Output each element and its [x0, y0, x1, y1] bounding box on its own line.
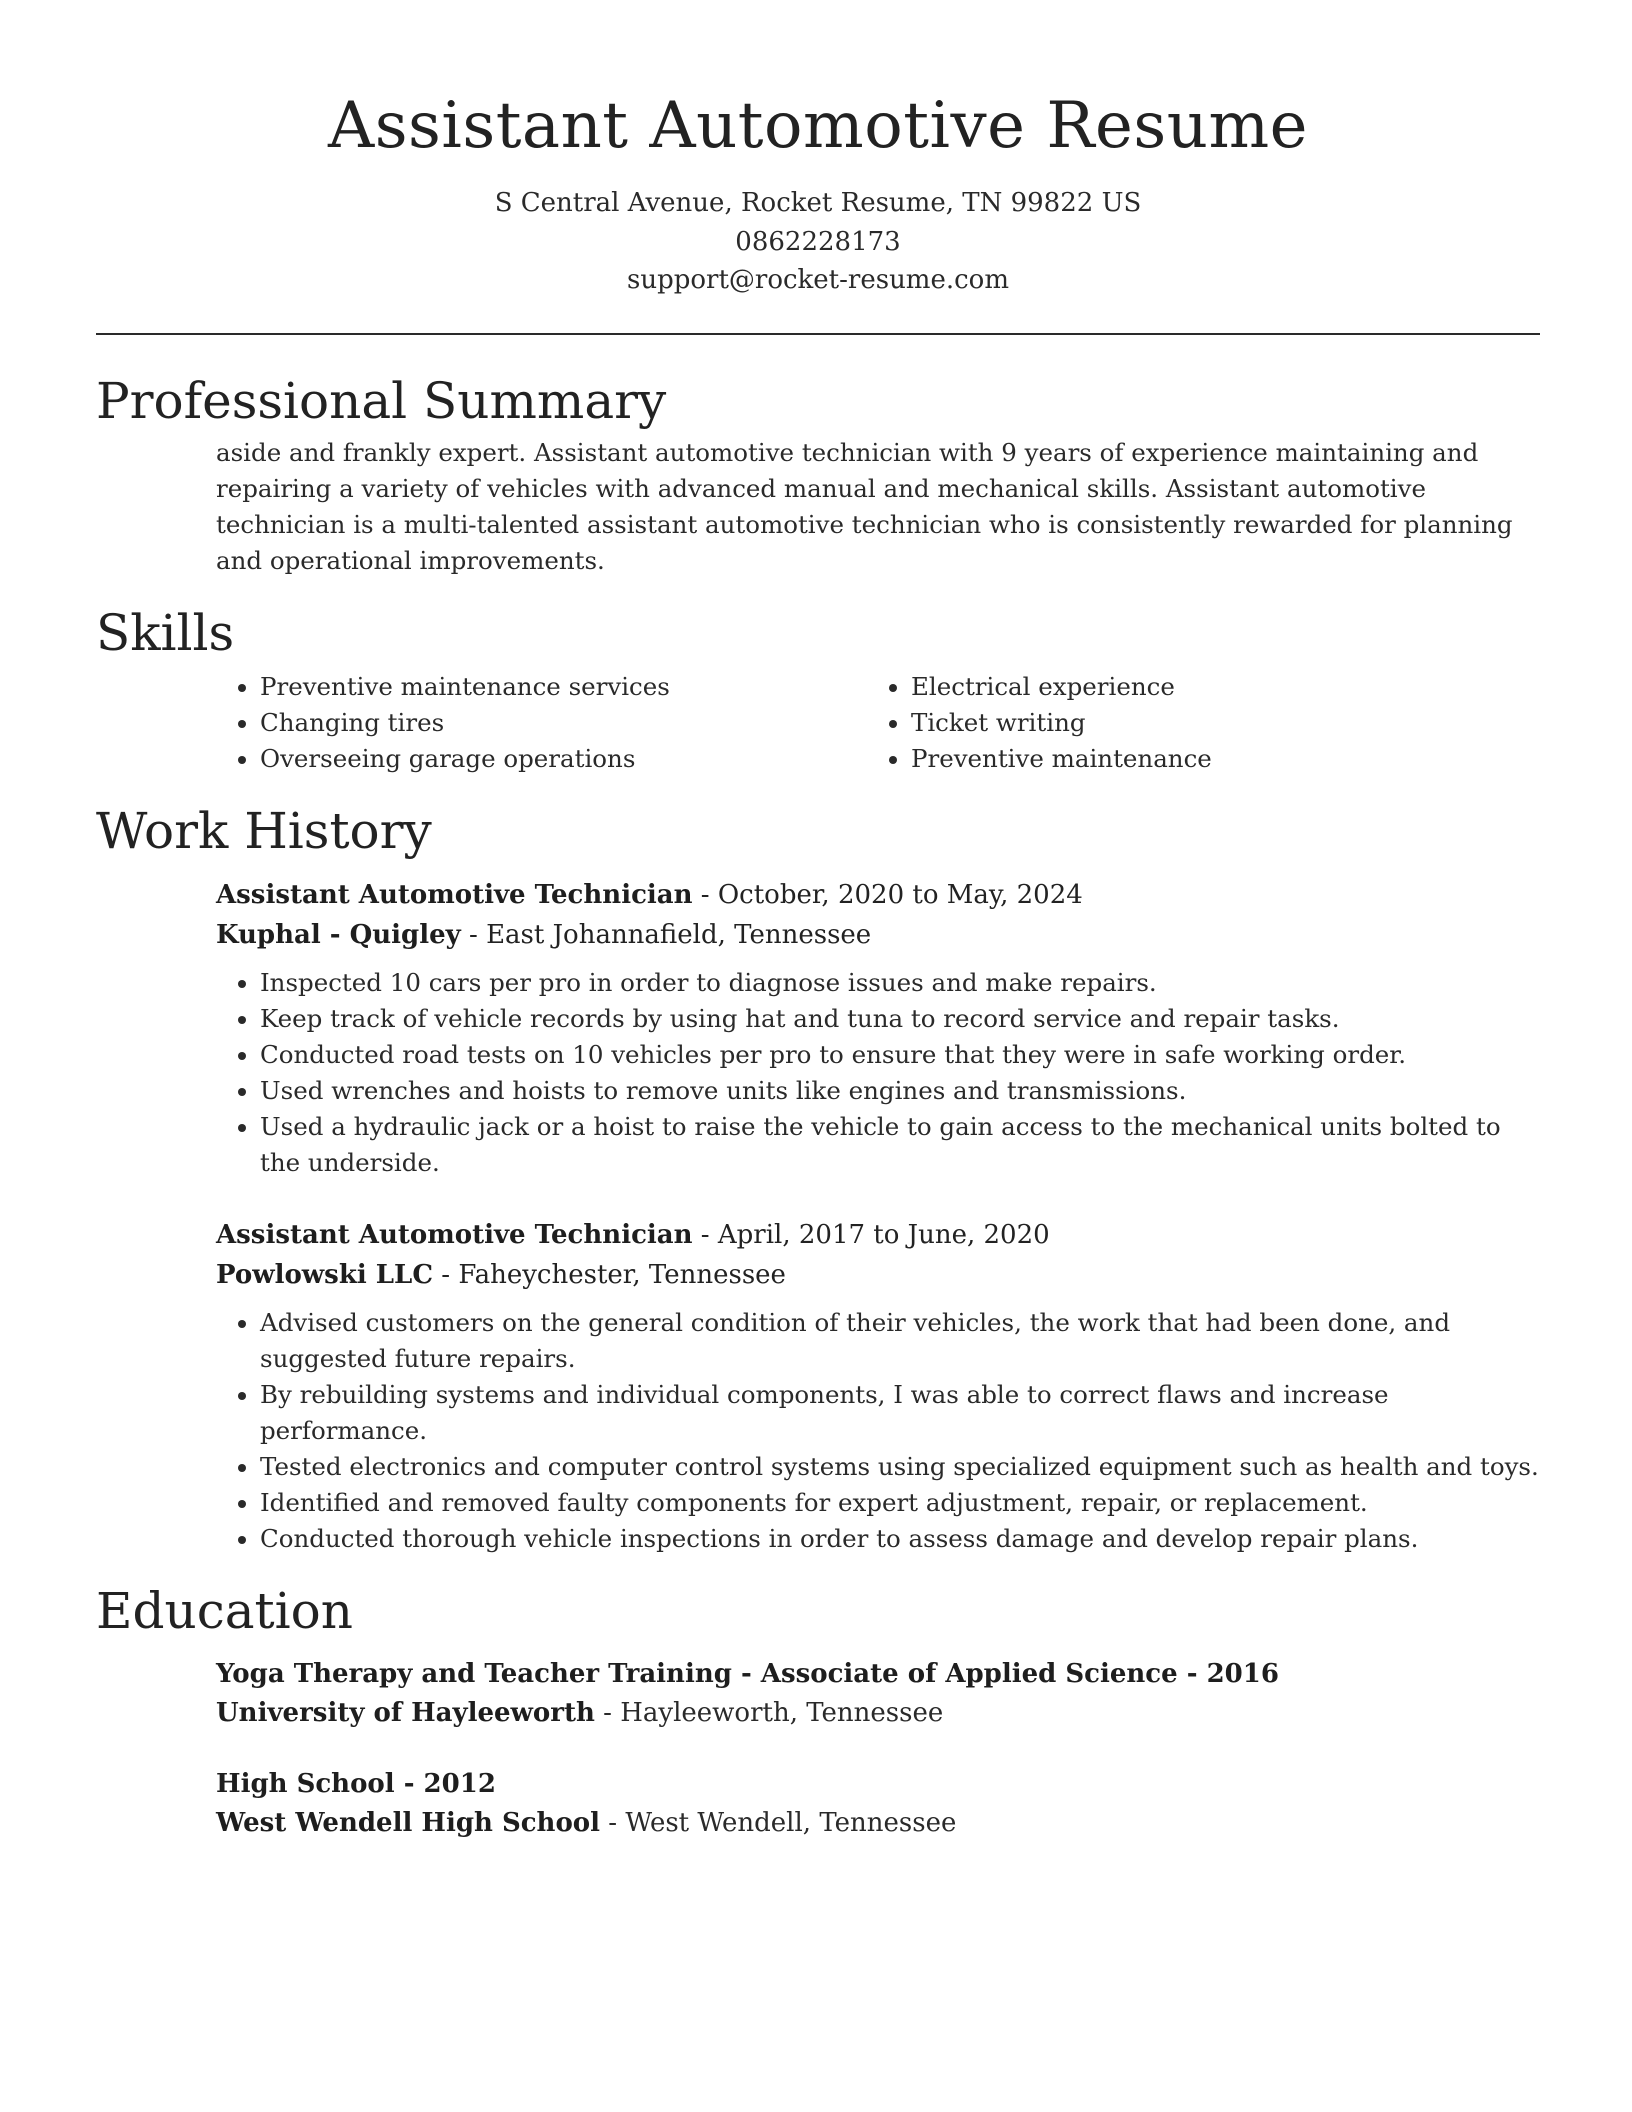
job-duties	[216, 1305, 1540, 1557]
job-duty: • Inspected 10 cars per pro in order to diagnose issues and make repairs.	[260, 965, 1540, 1001]
education-entry	[216, 1655, 1540, 1733]
job-duty: • Used wrenches and hoists to remove units like engines and transmissions.	[260, 1073, 1540, 1109]
skills-column-left	[216, 669, 867, 777]
education-list	[96, 1655, 1540, 1843]
job-duty: • Keep track of vehicle records by using hat and tuna to record service and repair tasks.	[260, 1001, 1540, 1037]
job-duties	[216, 965, 1540, 1181]
job-duty: • Advised customers on the general condition of their vehicles, the work that had been done, and suggested future repairs.	[260, 1305, 1540, 1377]
education-degree: Yoga Therapy and Teacher Training - Associate of Applied Science - 2016	[216, 1658, 1279, 1689]
skill-item: • Changing tires	[260, 705, 867, 741]
summary-text: aside and frankly expert. Assistant automotive technician with 9 years of experience maintaining and repairing a variety of vehicles with advanced manual and mechanical skills. Assistant automotive technician is a multi-talented assistant automotive technician who is consistently rewarded for planning and operational improvements.	[216, 437, 1513, 575]
contact-info	[96, 184, 1540, 300]
job-duty: • Conducted road tests on 10 vehicles per pro to ensure that they were in safe working order.	[260, 1037, 1540, 1073]
job-title-line	[216, 1215, 1540, 1255]
job-company-line	[216, 1255, 1540, 1295]
contact-phone: 0862228173	[735, 226, 901, 257]
job-company: Powlowski LLC	[216, 1259, 434, 1290]
work-history-heading: Work History	[96, 801, 432, 860]
job-company-line	[216, 915, 1540, 955]
header-divider	[96, 333, 1540, 335]
education-school-line	[216, 1804, 1540, 1843]
skills-column-right	[867, 669, 1540, 777]
job-dates: - April, 2017 to June, 2020	[692, 1219, 1050, 1250]
skill-item: • Electrical experience	[911, 669, 1540, 705]
job-duty: • Identified and removed faulty components for expert adjustment, repair, or replacement.	[260, 1485, 1540, 1521]
education-school: University of Hayleeworth	[216, 1697, 595, 1728]
education-school-line	[216, 1694, 1540, 1733]
skill-item: • Preventive maintenance	[911, 741, 1540, 777]
job-title: Assistant Automotive Technician	[216, 879, 693, 910]
job-location: - East Johannafield, Tennessee	[460, 919, 872, 950]
skills-heading: Skills	[96, 603, 235, 662]
summary-heading: Professional Summary	[96, 371, 667, 430]
job-duty: • By rebuilding systems and individual components, I was able to correct flaws and increase performance.	[260, 1377, 1540, 1449]
contact-email: support@rocket-resume.com	[626, 265, 1009, 295]
work-history	[96, 875, 1540, 1557]
skill-item: • Overseeing garage operations	[260, 741, 867, 777]
job-duty: • Tested electronics and computer control systems using specialized equipment such as health and toys.	[260, 1449, 1540, 1485]
job-dates: - October, 2020 to May, 2024	[692, 879, 1083, 910]
resume-title: Assistant Automotive Resume	[327, 89, 1309, 163]
job-location: - Faheychester, Tennessee	[433, 1259, 786, 1290]
job-duty: • Conducted thorough vehicle inspections in order to assess damage and develop repair plans.	[260, 1521, 1540, 1557]
skills-list	[96, 669, 1540, 777]
contact-address: S Central Avenue, Rocket Resume, TN 99822 US	[494, 188, 1142, 218]
job-duty: • Used a hydraulic jack or a hoist to raise the vehicle to gain access to the mechanical units bolted to the underside.	[260, 1109, 1540, 1181]
skill-item: • Ticket writing	[911, 705, 1540, 741]
education-entry	[216, 1765, 1540, 1843]
education-degree: High School - 2012	[216, 1768, 496, 1799]
job-entry	[216, 875, 1540, 1181]
job-title: Assistant Automotive Technician	[216, 1219, 693, 1250]
skill-item: • Preventive maintenance services	[260, 669, 867, 705]
resume-page	[96, 0, 1540, 1843]
job-entry	[216, 1215, 1540, 1557]
education-location: - Hayleeworth, Tennessee	[594, 1697, 944, 1728]
job-company: Kuphal - Quigley	[216, 919, 461, 950]
education-school: West Wendell High School	[216, 1807, 601, 1838]
job-title-line	[216, 875, 1540, 915]
education-location: - West Wendell, Tennessee	[600, 1807, 957, 1838]
education-heading: Education	[96, 1581, 353, 1640]
